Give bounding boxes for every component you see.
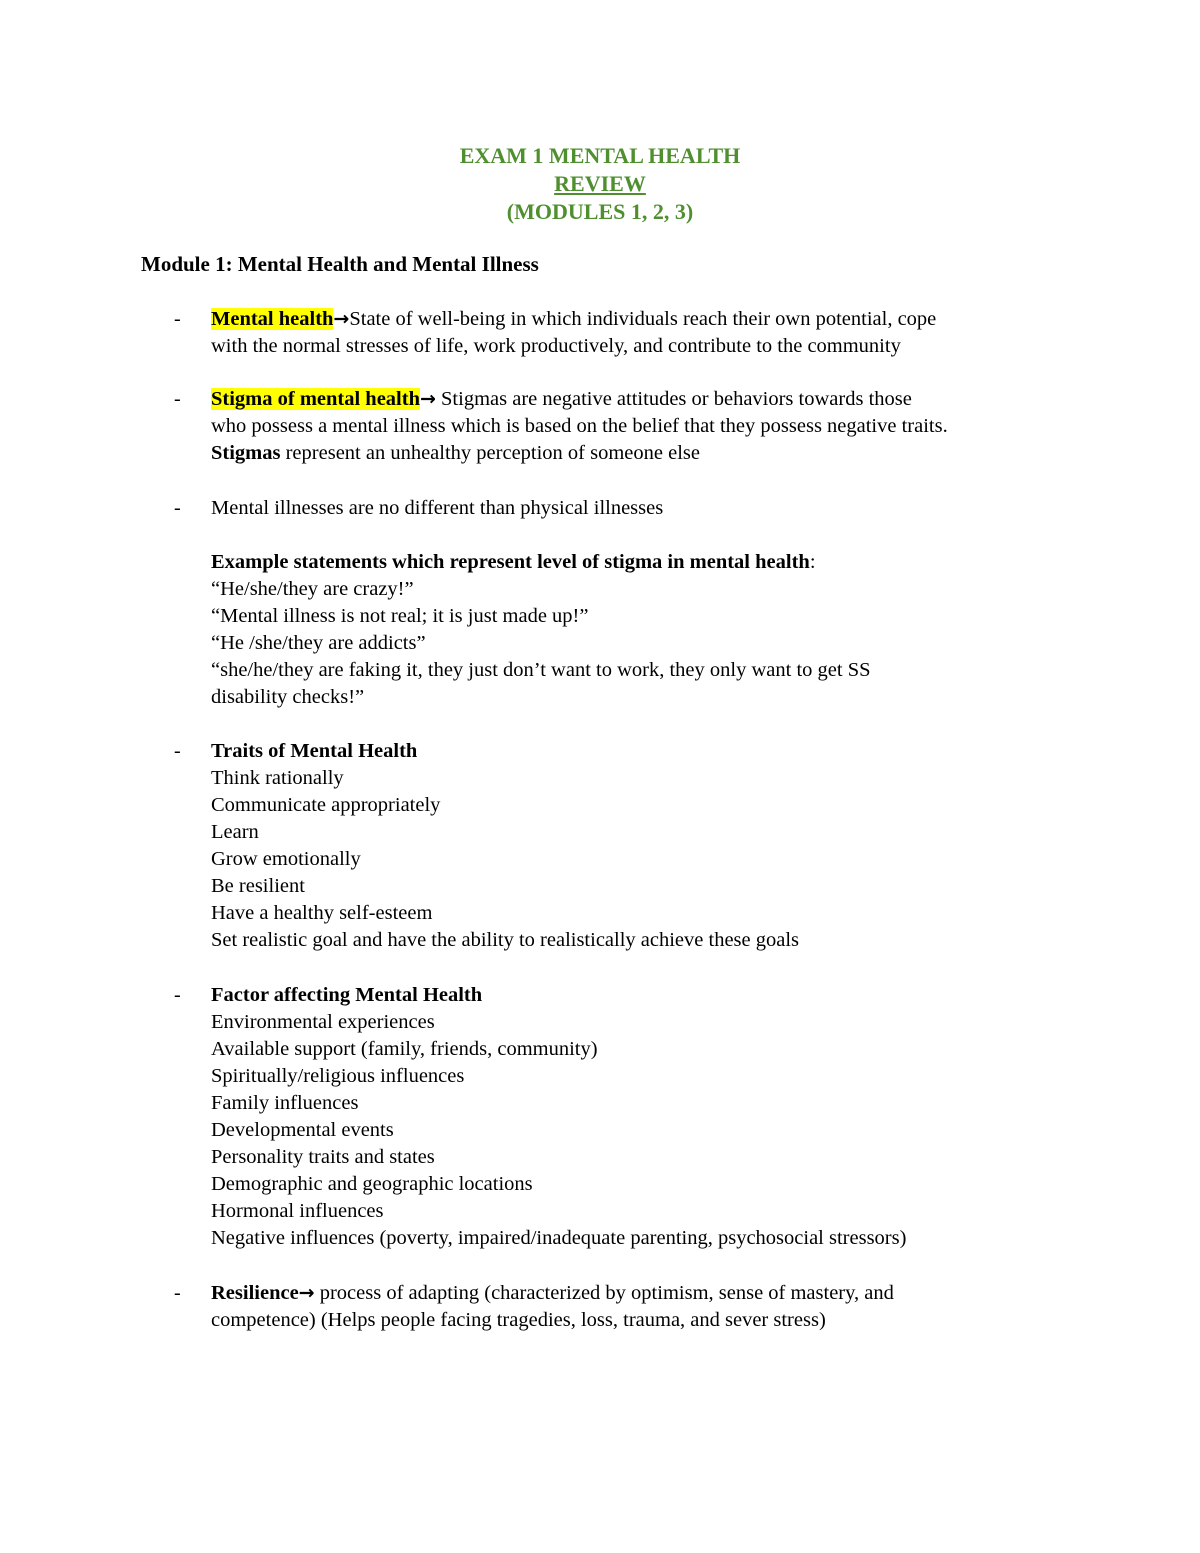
factor-item: Available support (family, friends, community) [211, 1038, 598, 1060]
example-quote: “He /she/they are addicts” [211, 632, 426, 654]
factor-item: Negative influences (poverty, impaired/inadequate parenting, psychosocial stressors) [211, 1227, 907, 1249]
stigma-definition-3: represent an unhealthy perception of someone else [280, 442, 701, 464]
factor-item: Demographic and geographic locations [211, 1173, 533, 1195]
trait-item: Be resilient [211, 875, 305, 897]
title-line-2: REVIEW [554, 171, 646, 196]
factor-item: Personality traits and states [211, 1146, 435, 1168]
example-quote: “she/he/they are faking it, they just don’t want to work, they only want to get SS [211, 659, 871, 681]
factor-item: Hormonal influences [211, 1200, 384, 1222]
stigma-definition-2: who possess a mental illness which is based on the belief that they possess negative traits. [211, 415, 948, 437]
bullet-dash: - [174, 308, 181, 330]
trait-item: Learn [211, 821, 259, 843]
stigma-term: Stigma of mental health [211, 388, 420, 410]
trait-item: Think rationally [211, 767, 344, 789]
bullet-dash: - [174, 984, 181, 1006]
illness-comparison-text: Mental illnesses are no different than physical illnesses [211, 497, 664, 519]
resilience-definition-1: process of adapting (characterized by optimism, sense of mastery, and [314, 1282, 894, 1304]
bullet-dash: - [174, 1282, 181, 1304]
arrow-icon: → [419, 388, 436, 410]
trait-item: Set realistic goal and have the ability to realistically achieve these goals [211, 929, 800, 951]
module-heading: Module 1: Mental Health and Mental Illness [141, 252, 539, 276]
trait-item: Communicate appropriately [211, 794, 441, 816]
stigmas-bold-word: Stigmas [211, 442, 281, 464]
factor-item: Family influences [211, 1092, 359, 1114]
factor-item: Spiritually/religious influences [211, 1065, 465, 1087]
example-quote: “Mental illness is not real; it is just made up!” [211, 605, 589, 627]
trait-item: Grow emotionally [211, 848, 361, 870]
resilience-term: Resilience [211, 1282, 299, 1304]
traits-heading: Traits of Mental Health [211, 740, 418, 762]
trait-item: Have a healthy self-esteem [211, 902, 433, 924]
bullet-dash: - [174, 497, 181, 519]
mental-health-term: Mental health [211, 308, 334, 330]
example-quote: “He/she/they are crazy!” [211, 578, 414, 600]
factors-heading: Factor affecting Mental Health [211, 984, 483, 1006]
mental-health-definition-2: with the normal stresses of life, work productively, and contribute to the community [211, 335, 901, 357]
title-line-1: EXAM 1 MENTAL HEALTH [459, 143, 741, 168]
examples-heading: Example statements which represent level of stigma in mental health [211, 551, 810, 573]
title-line-3: (MODULES 1, 2, 3) [506, 199, 694, 224]
factor-item: Environmental experiences [211, 1011, 435, 1033]
document-title [0, 142, 1200, 226]
arrow-icon: → [333, 308, 350, 330]
factor-item: Developmental events [211, 1119, 394, 1141]
bullet-dash: - [174, 740, 181, 762]
bullet-dash: - [174, 388, 181, 410]
arrow-icon: → [298, 1282, 315, 1304]
example-quote: disability checks!” [211, 686, 365, 708]
stigma-definition-1: Stigmas are negative attitudes or behaviors towards those [435, 388, 912, 410]
resilience-definition-2: competence) (Helps people facing tragedies, loss, trauma, and sever stress) [211, 1309, 826, 1331]
examples-heading-colon: : [809, 551, 816, 573]
mental-health-definition-1: State of well-being in which individuals reach their own potential, cope [349, 308, 937, 330]
